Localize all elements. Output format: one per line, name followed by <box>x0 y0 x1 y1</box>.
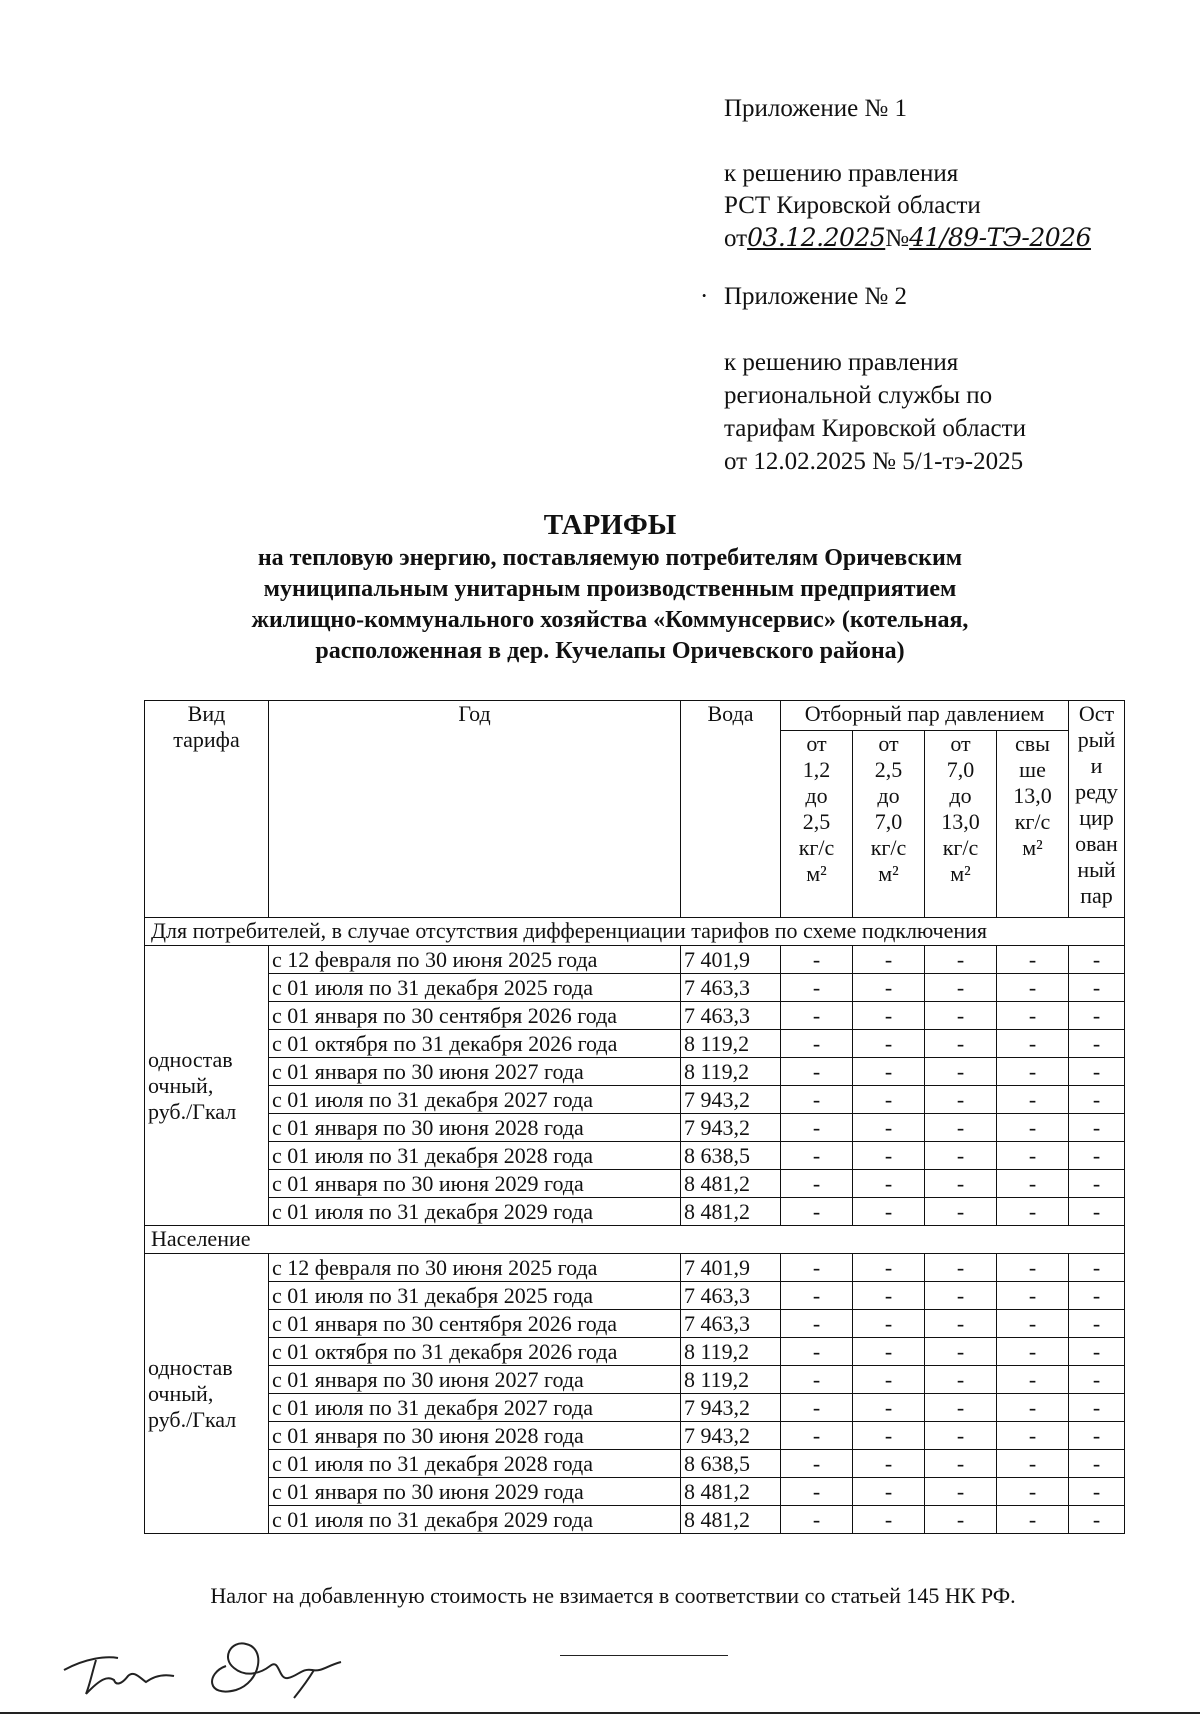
water-price-cell: 7 943,2 <box>681 1086 781 1114</box>
subtitle-line: расположенная в дер. Кучелапы Оричевского района) <box>315 638 905 664</box>
period-cell: с 01 июля по 31 декабря 2028 года <box>269 1450 681 1478</box>
sharp-steam-cell: - <box>1069 1086 1125 1114</box>
steam-4-cell: - <box>997 1422 1069 1450</box>
annex2-line2: региональной службы по <box>724 382 993 409</box>
sharp-steam-cell: - <box>1069 1198 1125 1226</box>
table-row <box>145 1254 1125 1282</box>
steam-1-cell: - <box>781 1366 853 1394</box>
annex1-line1: к решению правления <box>724 160 959 187</box>
tariff-type-cell: одностав очный, руб./Гкал <box>145 946 269 1226</box>
steam-2-cell: - <box>853 1170 925 1198</box>
steam-3-cell: - <box>925 1170 997 1198</box>
water-price-cell: 7 463,3 <box>681 1002 781 1030</box>
sharp-steam-cell: - <box>1069 1142 1125 1170</box>
header-steam-group: Отборный пар давлением <box>781 701 1069 731</box>
steam-3-cell: - <box>925 1058 997 1086</box>
table-row <box>145 1030 1125 1058</box>
table-row <box>145 1366 1125 1394</box>
table-row <box>145 1506 1125 1534</box>
annex1-line2: РСТ Кировской области <box>724 192 981 219</box>
table-row <box>145 1422 1125 1450</box>
annex1-from: от <box>724 225 748 252</box>
steam-2-cell: - <box>853 1058 925 1086</box>
sharp-steam-cell: - <box>1069 1450 1125 1478</box>
subtitle-line: на тепловую энергию, поставляемую потребителям Оричевским <box>257 545 963 571</box>
steam-4-cell: - <box>997 1086 1069 1114</box>
steam-4-cell: - <box>997 974 1069 1002</box>
sharp-steam-cell: - <box>1069 1030 1125 1058</box>
document-title: ТАРИФЫ <box>543 509 677 541</box>
steam-4-cell: - <box>997 1114 1069 1142</box>
water-price-cell: 8 481,2 <box>681 1478 781 1506</box>
steam-3-cell: - <box>925 1338 997 1366</box>
water-price-cell: 8 119,2 <box>681 1030 781 1058</box>
steam-2-cell: - <box>853 974 925 1002</box>
water-price-cell: 7 401,9 <box>681 1254 781 1282</box>
steam-3-cell: - <box>925 1142 997 1170</box>
annex2-bullet: · <box>700 283 709 310</box>
water-price-cell: 8 638,5 <box>681 1142 781 1170</box>
steam-2-cell: - <box>853 1310 925 1338</box>
water-price-cell: 8 481,2 <box>681 1198 781 1226</box>
steam-1-cell: - <box>781 1198 853 1226</box>
steam-2-cell: - <box>853 1002 925 1030</box>
annex2-line4: от 12.02.2025 № 5/1-тэ-2025 <box>724 448 1024 475</box>
water-price-cell: 7 943,2 <box>681 1422 781 1450</box>
table-row <box>145 1058 1125 1086</box>
annex2-line3: тарифам Кировской области <box>724 415 1026 442</box>
sharp-steam-cell: - <box>1069 1114 1125 1142</box>
sharp-steam-cell: - <box>1069 1506 1125 1534</box>
sharp-steam-cell: - <box>1069 1338 1125 1366</box>
annex1-title: Приложение № 1 <box>724 95 908 122</box>
annex1-handwritten-date: 03.12.2025 <box>747 223 886 252</box>
period-cell: с 01 января по 30 июня 2029 года <box>269 1170 681 1198</box>
table-row <box>145 1478 1125 1506</box>
steam-3-cell: - <box>925 1114 997 1142</box>
header-steam-2: от 2,5 до 7,0 кг/с м² <box>853 731 925 918</box>
water-price-cell: 8 638,5 <box>681 1450 781 1478</box>
water-price-cell: 7 943,2 <box>681 1394 781 1422</box>
steam-2-cell: - <box>853 1114 925 1142</box>
steam-1-cell: - <box>781 946 853 974</box>
page-bottom-rule <box>0 1712 1200 1714</box>
steam-3-cell: - <box>925 1310 997 1338</box>
section-label: Население <box>145 1226 1125 1254</box>
steam-4-cell: - <box>997 1170 1069 1198</box>
period-cell: с 01 июля по 31 декабря 2027 года <box>269 1086 681 1114</box>
signature-image <box>56 1618 376 1703</box>
steam-1-cell: - <box>781 1450 853 1478</box>
steam-4-cell: - <box>997 1478 1069 1506</box>
steam-3-cell: - <box>925 1366 997 1394</box>
annex2-title: Приложение № 2 <box>724 283 908 310</box>
water-price-cell: 7 463,3 <box>681 974 781 1002</box>
steam-4-cell: - <box>997 1506 1069 1534</box>
steam-4-cell: - <box>997 1394 1069 1422</box>
steam-3-cell: - <box>925 1450 997 1478</box>
sharp-steam-cell: - <box>1069 1394 1125 1422</box>
steam-3-cell: - <box>925 1282 997 1310</box>
period-cell: с 12 февраля по 30 июня 2025 года <box>269 946 681 974</box>
steam-1-cell: - <box>781 1086 853 1114</box>
annex1-reference <box>724 221 1091 255</box>
water-price-cell: 8 119,2 <box>681 1366 781 1394</box>
period-cell: с 01 января по 30 июня 2028 года <box>269 1114 681 1142</box>
steam-1-cell: - <box>781 1338 853 1366</box>
water-price-cell: 7 463,3 <box>681 1310 781 1338</box>
period-cell: с 01 июля по 31 декабря 2025 года <box>269 1282 681 1310</box>
steam-3-cell: - <box>925 1254 997 1282</box>
steam-2-cell: - <box>853 1422 925 1450</box>
tariff-table <box>144 700 1125 1534</box>
annex2-line1: к решению правления <box>724 349 959 376</box>
table-row <box>145 1142 1125 1170</box>
steam-1-cell: - <box>781 1058 853 1086</box>
steam-4-cell: - <box>997 1142 1069 1170</box>
sharp-steam-cell: - <box>1069 1366 1125 1394</box>
steam-2-cell: - <box>853 1338 925 1366</box>
steam-4-cell: - <box>997 1366 1069 1394</box>
water-price-cell: 7 943,2 <box>681 1114 781 1142</box>
steam-3-cell: - <box>925 1086 997 1114</box>
steam-1-cell: - <box>781 974 853 1002</box>
steam-3-cell: - <box>925 1198 997 1226</box>
steam-2-cell: - <box>853 1198 925 1226</box>
steam-4-cell: - <box>997 1310 1069 1338</box>
header-water: Вода <box>681 701 781 918</box>
document-subtitle <box>140 543 1080 667</box>
header-period: Год <box>269 701 681 918</box>
sharp-steam-cell: - <box>1069 1058 1125 1086</box>
steam-2-cell: - <box>853 1478 925 1506</box>
sharp-steam-cell: - <box>1069 1254 1125 1282</box>
sharp-steam-cell: - <box>1069 1422 1125 1450</box>
period-cell: с 12 февраля по 30 июня 2025 года <box>269 1254 681 1282</box>
header-steam-3: от 7,0 до 13,0 кг/с м² <box>925 731 997 918</box>
steam-2-cell: - <box>853 946 925 974</box>
water-price-cell: 8 119,2 <box>681 1338 781 1366</box>
steam-1-cell: - <box>781 1282 853 1310</box>
table-row <box>145 1310 1125 1338</box>
header-sharp-steam: Ост рый и реду цир ован ный пар <box>1069 701 1125 918</box>
water-price-cell: 8 119,2 <box>681 1058 781 1086</box>
steam-1-cell: - <box>781 1170 853 1198</box>
subtitle-line: муниципальным унитарным производственным предприятием <box>263 576 957 602</box>
water-price-cell: 7 401,9 <box>681 946 781 974</box>
steam-3-cell: - <box>925 946 997 974</box>
annex1-handwritten-number: 41/89-ТЭ-2026 <box>909 223 1091 252</box>
steam-4-cell: - <box>997 1058 1069 1086</box>
water-price-cell: 7 463,3 <box>681 1282 781 1310</box>
table-row <box>145 1170 1125 1198</box>
period-cell: с 01 января по 30 июня 2029 года <box>269 1478 681 1506</box>
signature-line <box>560 1655 728 1656</box>
steam-3-cell: - <box>925 1002 997 1030</box>
water-price-cell: 8 481,2 <box>681 1506 781 1534</box>
table-row <box>145 1450 1125 1478</box>
steam-2-cell: - <box>853 1366 925 1394</box>
period-cell: с 01 июля по 31 декабря 2029 года <box>269 1506 681 1534</box>
steam-1-cell: - <box>781 1002 853 1030</box>
sharp-steam-cell: - <box>1069 974 1125 1002</box>
period-cell: с 01 июля по 31 декабря 2027 года <box>269 1394 681 1422</box>
period-cell: с 01 июля по 31 декабря 2028 года <box>269 1142 681 1170</box>
period-cell: с 01 января по 30 июня 2027 года <box>269 1366 681 1394</box>
period-cell: с 01 января по 30 июня 2027 года <box>269 1058 681 1086</box>
steam-3-cell: - <box>925 1506 997 1534</box>
table-row <box>145 946 1125 974</box>
steam-3-cell: - <box>925 1478 997 1506</box>
period-cell: с 01 октября по 31 декабря 2026 года <box>269 1030 681 1058</box>
sharp-steam-cell: - <box>1069 1170 1125 1198</box>
steam-3-cell: - <box>925 1030 997 1058</box>
steam-1-cell: - <box>781 1478 853 1506</box>
steam-4-cell: - <box>997 1254 1069 1282</box>
table-row <box>145 1114 1125 1142</box>
vat-footnote: Налог на добавленную стоимость не взимается в соответствии со статьей 145 НК РФ. <box>210 1583 1016 1608</box>
sharp-steam-cell: - <box>1069 1282 1125 1310</box>
period-cell: с 01 января по 30 сентября 2026 года <box>269 1002 681 1030</box>
steam-2-cell: - <box>853 1086 925 1114</box>
steam-2-cell: - <box>853 1282 925 1310</box>
steam-3-cell: - <box>925 974 997 1002</box>
steam-1-cell: - <box>781 1310 853 1338</box>
steam-3-cell: - <box>925 1422 997 1450</box>
steam-4-cell: - <box>997 1030 1069 1058</box>
steam-2-cell: - <box>853 1142 925 1170</box>
steam-1-cell: - <box>781 1114 853 1142</box>
table-header-row <box>145 701 1125 731</box>
steam-4-cell: - <box>997 1198 1069 1226</box>
subtitle-line: жилищно-коммунального хозяйства «Коммунсервис» (котельная, <box>251 607 969 633</box>
steam-1-cell: - <box>781 1394 853 1422</box>
header-steam-4: свы ше 13,0 кг/с м² <box>997 731 1069 918</box>
steam-4-cell: - <box>997 1338 1069 1366</box>
steam-1-cell: - <box>781 1422 853 1450</box>
steam-2-cell: - <box>853 1394 925 1422</box>
sharp-steam-cell: - <box>1069 1310 1125 1338</box>
steam-4-cell: - <box>997 1450 1069 1478</box>
steam-3-cell: - <box>925 1394 997 1422</box>
tariff-type-cell: одностав очный, руб./Гкал <box>145 1254 269 1534</box>
table-row <box>145 974 1125 1002</box>
section-header-row <box>145 918 1125 946</box>
table-row <box>145 1338 1125 1366</box>
water-price-cell: 8 481,2 <box>681 1170 781 1198</box>
sharp-steam-cell: - <box>1069 1478 1125 1506</box>
section-header-row <box>145 1226 1125 1254</box>
period-cell: с 01 июля по 31 декабря 2029 года <box>269 1198 681 1226</box>
period-cell: с 01 октября по 31 декабря 2026 года <box>269 1338 681 1366</box>
steam-1-cell: - <box>781 1506 853 1534</box>
steam-4-cell: - <box>997 1282 1069 1310</box>
steam-2-cell: - <box>853 1254 925 1282</box>
sharp-steam-cell: - <box>1069 1002 1125 1030</box>
steam-1-cell: - <box>781 1142 853 1170</box>
period-cell: с 01 января по 30 июня 2028 года <box>269 1422 681 1450</box>
header-steam-1: от 1,2 до 2,5 кг/с м² <box>781 731 853 918</box>
steam-1-cell: - <box>781 1254 853 1282</box>
annex1-no: № <box>885 225 910 252</box>
steam-2-cell: - <box>853 1030 925 1058</box>
header-tariff-type: Вид тарифа <box>145 701 269 918</box>
section-label: Для потребителей, в случае отсутствия дифференциации тарифов по схеме подключения <box>145 918 1125 946</box>
table-row <box>145 1282 1125 1310</box>
table-row <box>145 1394 1125 1422</box>
period-cell: с 01 июля по 31 декабря 2025 года <box>269 974 681 1002</box>
table-row <box>145 1198 1125 1226</box>
steam-4-cell: - <box>997 1002 1069 1030</box>
period-cell: с 01 января по 30 сентября 2026 года <box>269 1310 681 1338</box>
steam-2-cell: - <box>853 1450 925 1478</box>
steam-2-cell: - <box>853 1506 925 1534</box>
steam-1-cell: - <box>781 1030 853 1058</box>
sharp-steam-cell: - <box>1069 946 1125 974</box>
steam-4-cell: - <box>997 946 1069 974</box>
table-row <box>145 1002 1125 1030</box>
table-row <box>145 1086 1125 1114</box>
